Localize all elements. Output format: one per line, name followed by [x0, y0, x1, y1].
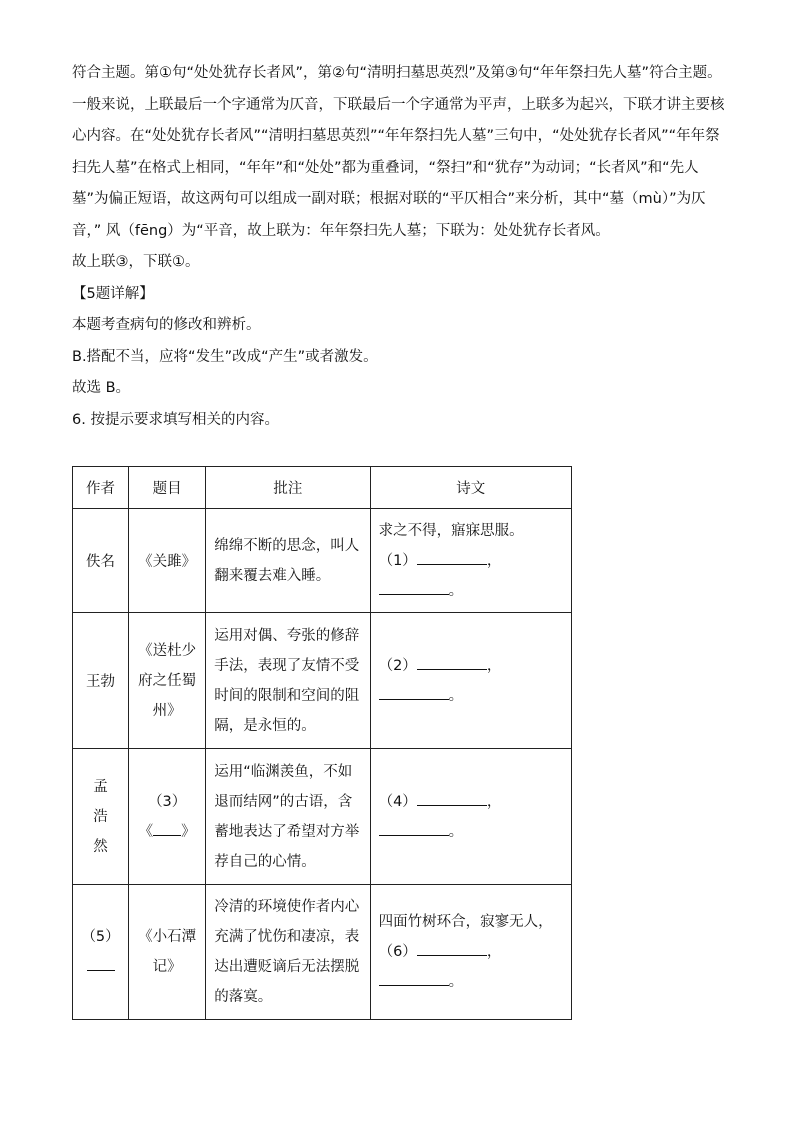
blank-label: （2） [378, 657, 417, 674]
header-poem: 诗文 [370, 467, 571, 509]
answer-blank[interactable] [417, 791, 487, 806]
punctuation: 。 [448, 974, 464, 990]
title-text: 《送杜少府之任蜀州》 [138, 642, 197, 719]
note-text: 绵绵不断的思念，叫人翻来覆去难入睡。 [214, 537, 360, 584]
section-heading-q5: 【5题详解】 [72, 285, 154, 302]
analysis-section [72, 58, 732, 436]
poem-text [371, 516, 571, 606]
poem-text [371, 907, 571, 997]
title-close-bracket: 》 [181, 823, 196, 840]
answer-blank[interactable] [379, 685, 449, 700]
title-cell [129, 885, 206, 1020]
table-row [73, 749, 572, 885]
blank-label: （6） [378, 944, 417, 960]
table-row [73, 613, 572, 749]
blank-label: （5） [81, 929, 120, 945]
punctuation: ， [486, 944, 502, 960]
poem-fill-table [72, 466, 572, 1020]
punctuation: 。 [448, 687, 464, 704]
q5-explanation-text: B.搭配不当，应将“发生”改成“产生”或者激发。 [72, 348, 378, 365]
author-answer-blank[interactable] [87, 956, 115, 971]
title-cell [129, 613, 206, 749]
answer-blank[interactable] [417, 941, 487, 956]
answer-blank[interactable] [417, 655, 487, 670]
author-cell: 佚名 [73, 509, 129, 613]
poem-cell [370, 885, 571, 1020]
title-answer-blank[interactable] [153, 821, 181, 836]
note-text: 运用“临渊羡鱼，不如退而结网”的古语，含蓄地表达了希望对方举荐自己的心情。 [214, 763, 360, 870]
note-text: 冷清的环境使作者内心充满了忧伤和凄凉，表达出遭贬谪后无法摆脱的落寞。 [214, 899, 360, 1005]
question-6-prompt: 6. 按提示要求填写相关的内容。 [72, 411, 279, 428]
analysis-paragraph-couplet: 符合主题。第①句“处处犹存长者风”，第②句“清明扫墓思英烈”及第③句“年年祭扫先人墓”符合主题。一般来说，上联最后一个字通常为仄音，下联最后一个字通常为平声，上联多为起兴，下联才讲主要核心内容。在“处处犹存长者风”“清明扫墓思英烈”“年年祭扫先人墓”三句中，“处处犹存长者风”“年年祭扫先人墓”在格式上相同，“年年”和“处处”都为重叠词，“祭扫”和“犹存”为动词；“长者风”和“先人墓”为偏正短语，故这两句可以组成一副对联；根据对联的“平仄相合”来分析，其中“墓（mù）”为仄音，” 风（fēng）为“平音，故上联为：年年祭扫先人墓；下联为：处处犹存长者风。 [72, 65, 725, 239]
punctuation: 。 [448, 582, 464, 599]
q5-answer-text: 故选 B。 [72, 380, 131, 396]
author-text: 孟浩然 [93, 778, 108, 855]
note-cell [206, 749, 370, 885]
punctuation: ， [486, 657, 502, 674]
poem-text [371, 651, 571, 711]
blank-label: （1） [378, 552, 417, 569]
answer-blank[interactable] [417, 550, 487, 565]
author-cell [73, 749, 129, 885]
note-cell [206, 885, 370, 1020]
table-row [73, 509, 572, 613]
title-blank-group [129, 787, 205, 847]
note-text: 运用对偶、夸张的修辞手法，表现了友情不受时间的限制和空间的阻隔，是永恒的。 [214, 627, 360, 734]
q5-topic-text: 本题考查病句的修改和辨析。 [72, 317, 261, 333]
author-cell: 王勃 [73, 613, 129, 749]
punctuation: 。 [448, 823, 464, 840]
title-cell [129, 749, 206, 885]
answer-blank[interactable] [379, 971, 449, 986]
header-note: 批注 [206, 467, 370, 509]
answer-blank[interactable] [379, 821, 449, 836]
blank-label: （4） [378, 793, 417, 810]
punctuation: ， [486, 552, 502, 569]
header-author: 作者 [73, 467, 129, 509]
poem-cell [370, 749, 571, 885]
title-cell: 《关雎》 [129, 509, 206, 613]
title-text: 《小石潭记》 [138, 929, 197, 975]
table-row [73, 885, 572, 1020]
blank-label: （3） [148, 793, 187, 810]
poem-cell [370, 613, 571, 749]
analysis-conclusion: 故上联③，下联①。 [72, 254, 200, 270]
punctuation: ， [486, 793, 502, 810]
answer-blank[interactable] [379, 580, 449, 595]
note-cell [206, 613, 370, 749]
header-title: 题目 [129, 467, 206, 509]
author-blank-group [73, 922, 128, 982]
poem-prefix: 求之不得，寤寐思服。 [378, 522, 524, 539]
table-header-row [73, 467, 572, 509]
poem-text [371, 787, 571, 847]
poem-prefix: 四面竹树环合，寂寥无人， [378, 914, 553, 930]
note-cell [206, 509, 370, 613]
title-open-bracket: 《 [138, 823, 154, 840]
poem-cell [370, 509, 571, 613]
author-cell [73, 885, 129, 1020]
